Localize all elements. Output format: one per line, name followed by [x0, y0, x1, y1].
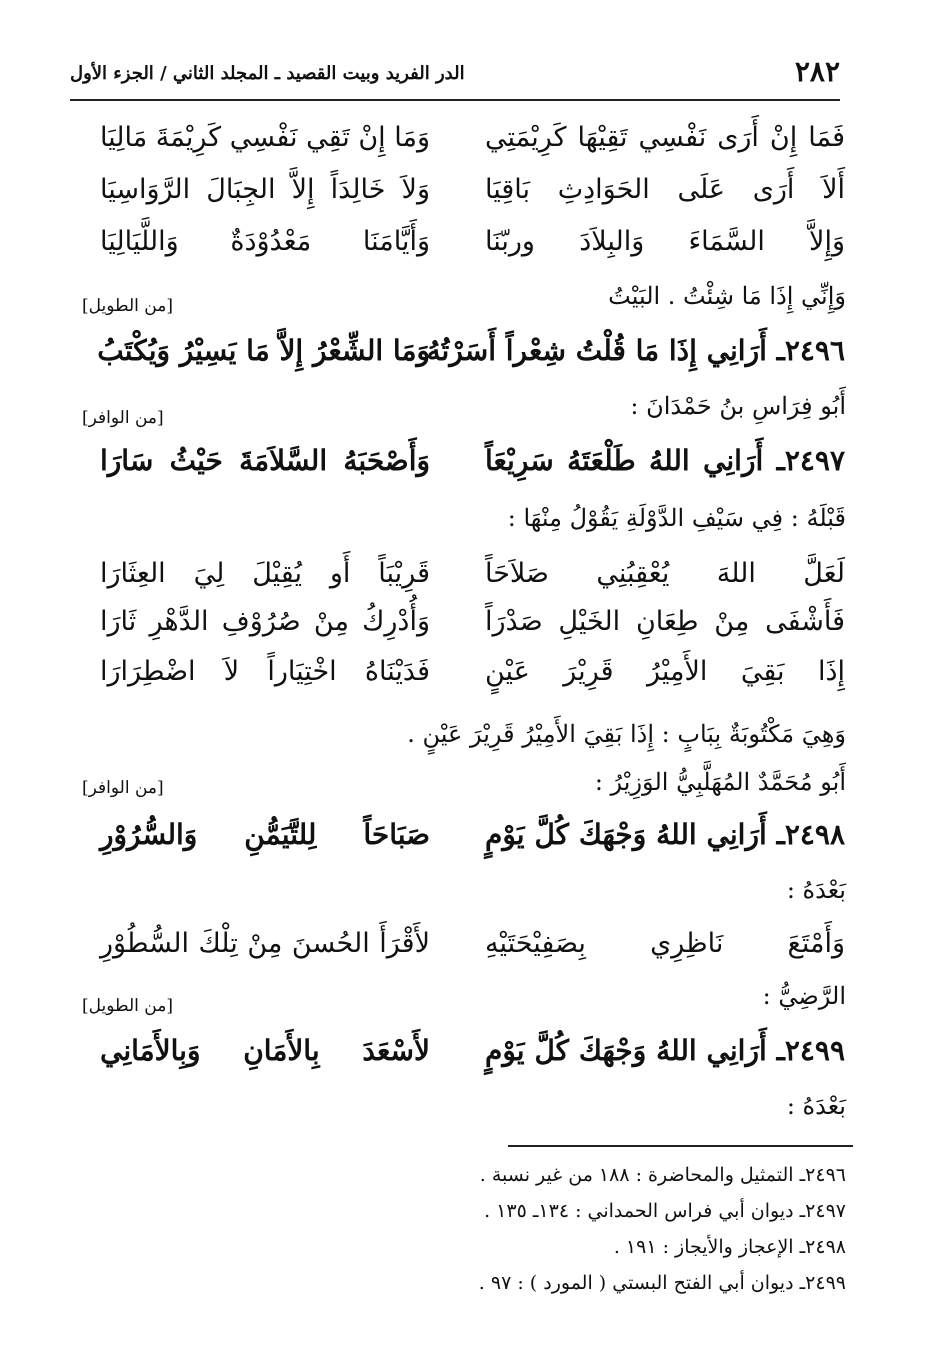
meter-label: [من الوافر] [82, 408, 164, 428]
verse-row [70, 606, 845, 658]
verse-row-2496 [70, 334, 845, 386]
verse-first-hemistich: فَأَشْفَى مِنْ طِعَانِ الخَيْلِ صَدْرَاً [485, 606, 845, 637]
verse-row-2497 [70, 444, 845, 496]
meter-label: [من الطويل] [82, 296, 173, 316]
verse-first-hemistich: إِذَا بَقِيَ الأَمِيْرُ قَرِيْرَ عَيْنٍ [485, 656, 845, 687]
inscription-note: وَهِيَ مَكْتُوبَةٌ بِبَابٍ : إِذَا بَقِيَ الأَمِيْرُ قَرِيْرَ عَيْنٍ . [407, 720, 846, 748]
page-header [70, 55, 840, 101]
verse-second-hemistich: وَمَا الشِّعْرُ إِلاَّ مَا يَسِيْرُ وَيُكْتَبُ [97, 334, 430, 367]
poet-name: أَبُو مُحَمَّدٌ المُهَلَّبِيُّ الوَزِيْرُ : [594, 768, 846, 796]
verse-second-hemistich: لأَسْعَدَ بِالأَمَانِ وَبِالأَمَانِي [100, 1034, 430, 1067]
before-note: قَبْلَهُ : فِي سَيْفِ الدَّوْلَةِ يَقُوْلُ مِنْهَا : [507, 504, 846, 532]
poet-name: الرَّضِيُّ : [762, 982, 846, 1010]
after-note: بَعْدَهُ : [786, 876, 846, 904]
verse-first-hemistich: لَعَلَّ اللهَ يُعْقِبُنِي صَلاَحَاً [485, 558, 845, 589]
verse-row [70, 174, 845, 226]
verse-first-hemistich: ٢٤٩٨ـ أَرَانِي اللهُ وَجْهَكَ كُلَّ يَوْمٍ [485, 818, 845, 851]
verse-second-hemistich: وَأُدْرِكُ مِنْ صُرُوْفِ الدَّهْرِ ثَارَا [100, 606, 430, 637]
poet-name: أَبُو فِرَاسِ بنُ حَمْدَانَ : [630, 392, 846, 420]
page-number: ٢٨٢ [794, 55, 840, 88]
verse-row [70, 656, 845, 708]
verse-row-2499 [70, 1034, 845, 1086]
verse-intro: وَإِنِّي إِذَا مَا شِئْتُ . البَيْتُ [608, 282, 846, 310]
running-title: الدر الفريد وبيت القصيد ـ المجلد الثاني / الجزء الأول [70, 63, 465, 84]
verse-row [70, 558, 845, 610]
meter-label: [من الطويل] [82, 996, 173, 1016]
footnote: ٢٤٩٩ـ ديوان أبي الفتح البستي ( المورد ) : ٩٧ . [478, 1272, 846, 1294]
verse-first-hemistich: فَمَا إِنْ أَرَى نَفْسِي تَقِيْهَا كَرِيْمَتِي [485, 122, 845, 153]
verse-second-hemistich: صَبَاحَاً لِلتَّيَمُّنِ وَالسُّرُوْرِ [100, 818, 430, 851]
verse-second-hemistich: وَأَيَّامَنَا مَعْدُوْدَةٌ وَاللَّيَالِيَا [100, 226, 430, 257]
footnote: ٢٤٩٦ـ التمثيل والمحاضرة : ١٨٨ من غير نسبة . [479, 1164, 846, 1186]
verse-second-hemistich: وَمَا إِنْ تَقِي نَفْسِي كَرِيْمَةَ مَالِيَا [99, 122, 430, 153]
verse-row-2498 [70, 818, 845, 870]
verse-row [70, 928, 845, 980]
verse-first-hemistich: ٢٤٩٦ـ أَرَانِي إِذَا مَا قُلْتُ شِعْراً أَسَرْتُهُ [426, 334, 845, 367]
verse-second-hemistich: فَدَيْنَاهُ اخْتِيَاراً لاَ اضْطِرَارَا [100, 656, 430, 687]
after-note: بَعْدَهُ : [786, 1092, 846, 1120]
footnote: ٢٤٩٧ـ ديوان أبي فراس الحمداني : ١٣٤ـ ١٣٥ . [484, 1200, 846, 1222]
verse-first-hemistich: ٢٤٩٧ـ أَرَانِي اللهُ طَلْعَتَهُ سَرِيْعَاً [485, 444, 845, 477]
verse-second-hemistich: لأَقْرَأَ الحُسنَ مِنْ تِلْكَ السُّطُوْرِ [100, 928, 430, 959]
footnote-divider [508, 1145, 853, 1147]
verse-row [70, 226, 845, 278]
verse-second-hemistich: وَأَصْحَبَهُ السَّلاَمَةَ حَيْثُ سَارَا [100, 444, 430, 477]
meter-label: [من الوافر] [82, 778, 164, 798]
verse-second-hemistich: وَلاَ خَالِدَاً إِلاَّ الجِبَالَ الرَّوَاسِيَا [100, 174, 430, 205]
verse-first-hemistich: أَلاَ أَرَى عَلَى الحَوَادِثِ بَاقِيَا [485, 174, 845, 205]
verse-second-hemistich: قَرِيْبَاً أَو يُقِيْلَ لِيَ العِثَارَا [100, 558, 430, 589]
verse-first-hemistich: ٢٤٩٩ـ أَرَانِي اللهُ وَجْهَكَ كُلَّ يَوْمٍ [485, 1034, 845, 1067]
verse-row [70, 122, 845, 174]
verse-first-hemistich: وَإِلاَّ السَّمَاءَ وَالبِلاَدَ وربّنَا [485, 226, 845, 257]
verse-first-hemistich: وَأَمْتَعَ نَاظِرِي بِصَفِيْحَتَيْهِ [485, 928, 845, 959]
footnote: ٢٤٩٨ـ الإعجاز والأيجاز : ١٩١ . [613, 1236, 846, 1258]
